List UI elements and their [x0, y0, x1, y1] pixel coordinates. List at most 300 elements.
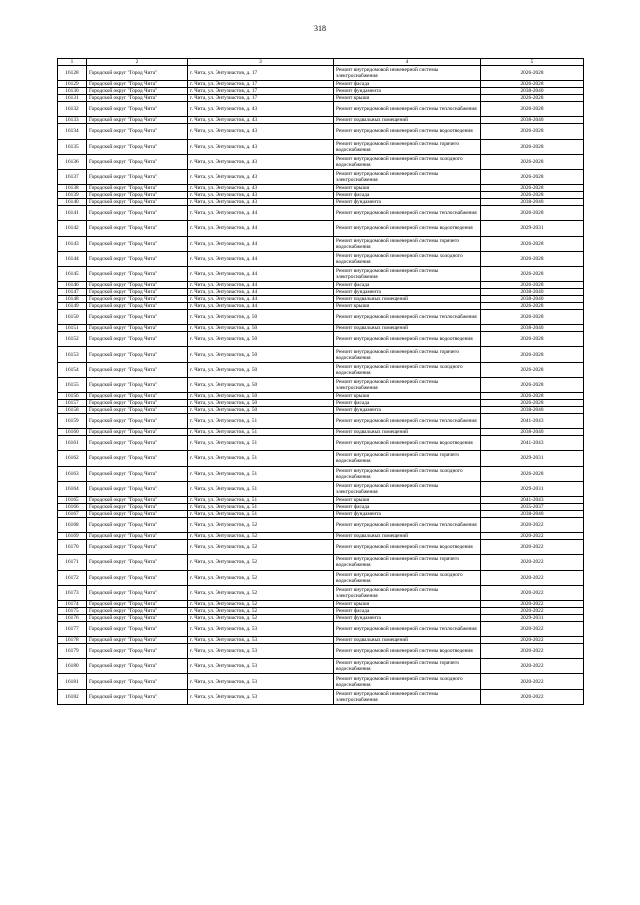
address-cell: г. Чита, ул. Энтузиастов, д. 52 — [188, 533, 334, 540]
row-id: 16180 — [58, 659, 87, 674]
work-type-cell: Ремонт внутридомовой инженерной системы горячего водоснабжения — [334, 347, 481, 362]
address-cell: г. Чита, ул. Энтузиастов, д. 53 — [188, 637, 334, 644]
table-row — [58, 585, 584, 600]
table-row — [58, 124, 584, 139]
period-cell: 2026-2028 — [481, 303, 584, 310]
row-id: 16162 — [58, 451, 87, 466]
address-cell: г. Чита, ул. Энтузиастов, д. 43 — [188, 102, 334, 117]
municipality-cell: Городской округ "Город Чита" — [87, 192, 188, 199]
period-cell: 2026-2028 — [481, 466, 584, 481]
address-cell: г. Чита, ул. Энтузиастов, д. 50 — [188, 400, 334, 407]
address-cell: г. Чита, ул. Энтузиастов, д. 50 — [188, 407, 334, 414]
municipality-cell: Городской округ "Город Чита" — [87, 407, 188, 414]
period-cell: 2020-2022 — [481, 637, 584, 644]
period-cell: 2038-2040 — [481, 289, 584, 296]
period-cell: 2020-2022 — [481, 659, 584, 674]
registry-table-body — [58, 59, 584, 705]
period-cell: 2029-2031 — [481, 451, 584, 466]
municipality-cell: Городской округ "Город Чита" — [87, 139, 188, 154]
municipality-cell: Городской округ "Город Чита" — [87, 621, 188, 636]
address-cell: г. Чита, ул. Энтузиастов, д. 44 — [188, 266, 334, 281]
period-cell: 2038-2040 — [481, 325, 584, 332]
municipality-cell: Городской округ "Город Чита" — [87, 266, 188, 281]
period-cell: 2038-2040 — [481, 117, 584, 124]
period-cell: 2035-2037 — [481, 503, 584, 510]
period-cell: 2026-2028 — [481, 185, 584, 192]
work-type-cell: Ремонт внутридомовой инженерной системы горячего водоснабжения — [334, 659, 481, 674]
work-type-cell: Ремонт внутридомовой инженерной системы холодного водоснабжения — [334, 154, 481, 169]
period-cell: 2026-2028 — [481, 124, 584, 139]
work-type-cell: Ремонт внутридомовой инженерной системы водоотведения — [334, 332, 481, 347]
municipality-cell: Городской округ "Город Чита" — [87, 637, 188, 644]
table-row — [58, 347, 584, 362]
work-type-cell: Ремонт внутридомовой инженерной системы электроснабжения — [334, 585, 481, 600]
period-cell: 2026-2028 — [481, 169, 584, 184]
municipality-cell: Городской округ "Город Чита" — [87, 347, 188, 362]
work-type-cell: Ремонт фасада — [334, 400, 481, 407]
municipality-cell: Городской округ "Город Чита" — [87, 689, 188, 704]
work-type-cell: Ремонт крыши — [334, 600, 481, 607]
column-number: 4 — [334, 59, 481, 66]
work-type-cell: Ремонт внутридомовой инженерной системы горячего водоснабжения — [334, 236, 481, 251]
address-cell: г. Чита, ул. Энтузиастов, д. 44 — [188, 282, 334, 289]
period-cell: 2026-2028 — [481, 95, 584, 102]
work-type-cell: Ремонт фасада — [334, 81, 481, 88]
address-cell: г. Чита, ул. Энтузиастов, д. 53 — [188, 689, 334, 704]
municipality-cell: Городской округ "Город Чита" — [87, 221, 188, 236]
table-row — [58, 644, 584, 659]
row-id: 16181 — [58, 674, 87, 689]
address-cell: г. Чита, ул. Энтузиастов, д. 51 — [188, 510, 334, 517]
work-type-cell: Ремонт внутридомовой инженерной системы водоотведения — [334, 124, 481, 139]
table-row — [58, 637, 584, 644]
municipality-cell: Городской округ "Город Чита" — [87, 466, 188, 481]
work-type-cell: Ремонт подвальных помещений — [334, 533, 481, 540]
row-id: 16131 — [58, 95, 87, 102]
table-row — [58, 621, 584, 636]
row-id: 16155 — [58, 377, 87, 392]
period-cell: 2038-2040 — [481, 510, 584, 517]
period-cell: 2020-2022 — [481, 621, 584, 636]
address-cell: г. Чита, ул. Энтузиастов, д. 50 — [188, 332, 334, 347]
table-row — [58, 102, 584, 117]
address-cell: г. Чита, ул. Энтузиастов, д. 44 — [188, 221, 334, 236]
row-id: 16141 — [58, 206, 87, 221]
address-cell: г. Чита, ул. Энтузиастов, д. 17 — [188, 88, 334, 95]
municipality-cell: Городской округ "Город Чита" — [87, 185, 188, 192]
period-cell: 2026-2028 — [481, 102, 584, 117]
municipality-cell: Городской округ "Город Чита" — [87, 377, 188, 392]
column-number: 2 — [87, 59, 188, 66]
municipality-cell: Городской округ "Город Чита" — [87, 659, 188, 674]
municipality-cell: Городской округ "Город Чита" — [87, 496, 188, 503]
table-row — [58, 377, 584, 392]
municipality-cell: Городской округ "Город Чита" — [87, 95, 188, 102]
address-cell: г. Чита, ул. Энтузиастов, д. 50 — [188, 377, 334, 392]
period-cell: 2026-2028 — [481, 154, 584, 169]
work-type-cell: Ремонт внутридомовой инженерной системы электроснабжения — [334, 66, 481, 81]
work-type-cell: Ремонт фундамента — [334, 289, 481, 296]
row-id: 16177 — [58, 621, 87, 636]
table-row — [58, 607, 584, 614]
table-row — [58, 81, 584, 88]
row-id: 16149 — [58, 303, 87, 310]
row-id: 16166 — [58, 503, 87, 510]
address-cell: г. Чита, ул. Энтузиастов, д. 17 — [188, 95, 334, 102]
municipality-cell: Городской округ "Город Чита" — [87, 102, 188, 117]
row-id: 16134 — [58, 124, 87, 139]
period-cell: 2026-2028 — [481, 236, 584, 251]
row-id: 16179 — [58, 644, 87, 659]
address-cell: г. Чита, ул. Энтузиастов, д. 52 — [188, 585, 334, 600]
row-id: 16143 — [58, 236, 87, 251]
table-row — [58, 206, 584, 221]
address-cell: г. Чита, ул. Энтузиастов, д. 51 — [188, 451, 334, 466]
row-id: 16144 — [58, 251, 87, 266]
table-row — [58, 496, 584, 503]
period-cell: 2020-2022 — [481, 607, 584, 614]
address-cell: г. Чита, ул. Энтузиастов, д. 51 — [188, 414, 334, 429]
work-type-cell: Ремонт подвальных помещений — [334, 429, 481, 436]
row-id: 16139 — [58, 192, 87, 199]
table-row — [58, 393, 584, 400]
row-id: 16138 — [58, 185, 87, 192]
row-id: 16151 — [58, 325, 87, 332]
row-id: 16175 — [58, 607, 87, 614]
row-id: 16164 — [58, 481, 87, 496]
work-type-cell: Ремонт внутридомовой инженерной системы электроснабжения — [334, 481, 481, 496]
table-row — [58, 296, 584, 303]
row-id: 16148 — [58, 296, 87, 303]
work-type-cell: Ремонт внутридомовой инженерной системы теплоснабжения — [334, 310, 481, 325]
table-row — [58, 221, 584, 236]
address-cell: г. Чита, ул. Энтузиастов, д. 43 — [188, 169, 334, 184]
work-type-cell: Ремонт внутридомовой инженерной системы горячего водоснабжения — [334, 139, 481, 154]
table-row — [58, 266, 584, 281]
row-id: 16174 — [58, 600, 87, 607]
table-row — [58, 407, 584, 414]
row-id: 16173 — [58, 585, 87, 600]
table-row — [58, 481, 584, 496]
municipality-cell: Городской округ "Город Чита" — [87, 451, 188, 466]
period-cell: 2026-2028 — [481, 66, 584, 81]
municipality-cell: Городской округ "Город Чита" — [87, 481, 188, 496]
municipality-cell: Городской округ "Город Чита" — [87, 124, 188, 139]
period-cell: 2020-2022 — [481, 600, 584, 607]
period-cell: 2026-2028 — [481, 81, 584, 88]
period-cell: 2020-2022 — [481, 644, 584, 659]
address-cell: г. Чита, ул. Энтузиастов, д. 17 — [188, 81, 334, 88]
municipality-cell: Городской округ "Город Чита" — [87, 154, 188, 169]
work-type-cell: Ремонт внутридомовой инженерной системы теплоснабжения — [334, 102, 481, 117]
row-id: 16152 — [58, 332, 87, 347]
registry-table — [57, 58, 584, 705]
period-cell: 2026-2028 — [481, 282, 584, 289]
work-type-cell: Ремонт фасада — [334, 192, 481, 199]
table-row — [58, 436, 584, 451]
address-cell: г. Чита, ул. Энтузиастов, д. 51 — [188, 429, 334, 436]
municipality-cell: Городской округ "Город Чита" — [87, 282, 188, 289]
period-cell: 2029-2031 — [481, 221, 584, 236]
municipality-cell: Городской округ "Город Чита" — [87, 236, 188, 251]
table-row — [58, 614, 584, 621]
municipality-cell: Городской округ "Город Чита" — [87, 414, 188, 429]
table-row — [58, 362, 584, 377]
row-id: 16135 — [58, 139, 87, 154]
row-id: 16140 — [58, 199, 87, 206]
table-row — [58, 199, 584, 206]
municipality-cell: Городской округ "Город Чита" — [87, 517, 188, 532]
table-row — [58, 236, 584, 251]
municipality-cell: Городской округ "Город Чита" — [87, 600, 188, 607]
address-cell: г. Чита, ул. Энтузиастов, д. 50 — [188, 310, 334, 325]
work-type-cell: Ремонт крыши — [334, 95, 481, 102]
work-type-cell: Ремонт внутридомовой инженерной системы электроснабжения — [334, 689, 481, 704]
table-row — [58, 117, 584, 124]
table-row — [58, 510, 584, 517]
column-number: 1 — [58, 59, 87, 66]
work-type-cell: Ремонт фундамента — [334, 88, 481, 95]
period-cell: 2020-2022 — [481, 555, 584, 570]
address-cell: г. Чита, ул. Энтузиастов, д. 43 — [188, 199, 334, 206]
table-row — [58, 400, 584, 407]
row-id: 16132 — [58, 102, 87, 117]
work-type-cell: Ремонт подвальных помещений — [334, 296, 481, 303]
work-type-cell: Ремонт подвальных помещений — [334, 325, 481, 332]
row-id: 16163 — [58, 466, 87, 481]
row-id: 16129 — [58, 81, 87, 88]
table-row — [58, 139, 584, 154]
address-cell: г. Чита, ул. Энтузиастов, д. 50 — [188, 393, 334, 400]
row-id: 16136 — [58, 154, 87, 169]
address-cell: г. Чита, ул. Энтузиастов, д. 53 — [188, 659, 334, 674]
row-id: 16130 — [58, 88, 87, 95]
table-row — [58, 555, 584, 570]
address-cell: г. Чита, ул. Энтузиастов, д. 53 — [188, 644, 334, 659]
table-row — [58, 429, 584, 436]
address-cell: г. Чита, ул. Энтузиастов, д. 52 — [188, 540, 334, 555]
address-cell: г. Чита, ул. Энтузиастов, д. 44 — [188, 296, 334, 303]
row-id: 16169 — [58, 533, 87, 540]
row-id: 16156 — [58, 393, 87, 400]
period-cell: 2026-2028 — [481, 206, 584, 221]
address-cell: г. Чита, ул. Энтузиастов, д. 43 — [188, 192, 334, 199]
address-cell: г. Чита, ул. Энтузиастов, д. 43 — [188, 154, 334, 169]
municipality-cell: Городской округ "Город Чита" — [87, 674, 188, 689]
row-id: 16172 — [58, 570, 87, 585]
row-id: 16142 — [58, 221, 87, 236]
municipality-cell: Городской округ "Город Чита" — [87, 81, 188, 88]
address-cell: г. Чита, ул. Энтузиастов, д. 52 — [188, 607, 334, 614]
period-cell: 2029-2031 — [481, 481, 584, 496]
table-row — [58, 325, 584, 332]
period-cell: 2038-2040 — [481, 199, 584, 206]
address-cell: г. Чита, ул. Энтузиастов, д. 52 — [188, 600, 334, 607]
address-cell: г. Чита, ул. Энтузиастов, д. 17 — [188, 66, 334, 81]
table-row — [58, 66, 584, 81]
period-cell: 2038-2040 — [481, 296, 584, 303]
address-cell: г. Чита, ул. Энтузиастов, д. 44 — [188, 236, 334, 251]
period-cell: 2026-2028 — [481, 400, 584, 407]
address-cell: г. Чита, ул. Энтузиастов, д. 50 — [188, 325, 334, 332]
table-row — [58, 540, 584, 555]
period-cell: 2026-2028 — [481, 362, 584, 377]
municipality-cell: Городской округ "Город Чита" — [87, 570, 188, 585]
period-cell: 2038-2040 — [481, 429, 584, 436]
address-cell: г. Чита, ул. Энтузиастов, д. 53 — [188, 621, 334, 636]
address-cell: г. Чита, ул. Энтузиастов, д. 51 — [188, 436, 334, 451]
municipality-cell: Городской округ "Город Чита" — [87, 429, 188, 436]
address-cell: г. Чита, ул. Энтузиастов, д. 44 — [188, 289, 334, 296]
work-type-cell: Ремонт внутридомовой инженерной системы электроснабжения — [334, 377, 481, 392]
period-cell: 2038-2040 — [481, 407, 584, 414]
address-cell: г. Чита, ул. Энтузиастов, д. 43 — [188, 117, 334, 124]
row-id: 16178 — [58, 637, 87, 644]
address-cell: г. Чита, ул. Энтузиастов, д. 43 — [188, 139, 334, 154]
address-cell: г. Чита, ул. Энтузиастов, д. 43 — [188, 185, 334, 192]
period-cell: 2026-2028 — [481, 139, 584, 154]
municipality-cell: Городской округ "Город Чита" — [87, 540, 188, 555]
municipality-cell: Городской округ "Город Чита" — [87, 644, 188, 659]
work-type-cell: Ремонт внутридомовой инженерной системы горячего водоснабжения — [334, 451, 481, 466]
work-type-cell: Ремонт внутридомовой инженерной системы холодного водоснабжения — [334, 251, 481, 266]
work-type-cell: Ремонт крыши — [334, 185, 481, 192]
work-type-cell: Ремонт внутридомовой инженерной системы холодного водоснабжения — [334, 466, 481, 481]
work-type-cell: Ремонт внутридомовой инженерной системы электроснабжения — [334, 266, 481, 281]
row-id: 16176 — [58, 614, 87, 621]
table-row — [58, 503, 584, 510]
address-cell: г. Чита, ул. Энтузиастов, д. 50 — [188, 362, 334, 377]
row-id: 16171 — [58, 555, 87, 570]
row-id: 16182 — [58, 689, 87, 704]
row-id: 16133 — [58, 117, 87, 124]
municipality-cell: Городской округ "Город Чита" — [87, 289, 188, 296]
table-row — [58, 659, 584, 674]
address-cell: г. Чита, ул. Энтузиастов, д. 52 — [188, 614, 334, 621]
period-cell: 2020-2022 — [481, 585, 584, 600]
row-id: 16145 — [58, 266, 87, 281]
address-cell: г. Чита, ул. Энтузиастов, д. 44 — [188, 251, 334, 266]
work-type-cell: Ремонт фундамента — [334, 199, 481, 206]
municipality-cell: Городской округ "Город Чита" — [87, 296, 188, 303]
work-type-cell: Ремонт крыши — [334, 303, 481, 310]
municipality-cell: Городской округ "Город Чита" — [87, 303, 188, 310]
row-id: 16168 — [58, 517, 87, 532]
row-id: 16153 — [58, 347, 87, 362]
address-cell: г. Чита, ул. Энтузиастов, д. 52 — [188, 517, 334, 532]
table-row — [58, 282, 584, 289]
row-id: 16150 — [58, 310, 87, 325]
address-cell: г. Чита, ул. Энтузиастов, д. 50 — [188, 347, 334, 362]
period-cell: 2026-2028 — [481, 251, 584, 266]
row-id: 16165 — [58, 496, 87, 503]
municipality-cell: Городской округ "Город Чита" — [87, 362, 188, 377]
municipality-cell: Городской округ "Город Чита" — [87, 206, 188, 221]
column-number-row — [58, 59, 584, 66]
table-row — [58, 88, 584, 95]
period-cell: 2026-2028 — [481, 266, 584, 281]
row-id: 16159 — [58, 414, 87, 429]
work-type-cell: Ремонт внутридомовой инженерной системы теплоснабжения — [334, 414, 481, 429]
table-row — [58, 303, 584, 310]
period-cell: 2041-2043 — [481, 496, 584, 503]
period-cell: 2026-2028 — [481, 347, 584, 362]
work-type-cell: Ремонт фасада — [334, 607, 481, 614]
row-id: 16146 — [58, 282, 87, 289]
row-id: 16128 — [58, 66, 87, 81]
table-row — [58, 251, 584, 266]
page-number: 318 — [314, 24, 326, 33]
period-cell: 2041-2043 — [481, 436, 584, 451]
work-type-cell: Ремонт фундамента — [334, 510, 481, 517]
work-type-cell: Ремонт фундамента — [334, 407, 481, 414]
work-type-cell: Ремонт внутридомовой инженерной системы теплоснабжения — [334, 206, 481, 221]
period-cell: 2020-2022 — [481, 570, 584, 585]
address-cell: г. Чита, ул. Энтузиастов, д. 44 — [188, 303, 334, 310]
municipality-cell: Городской округ "Город Чита" — [87, 88, 188, 95]
municipality-cell: Городской округ "Город Чита" — [87, 325, 188, 332]
period-cell: 2026-2028 — [481, 377, 584, 392]
table-row — [58, 414, 584, 429]
table-row — [58, 289, 584, 296]
work-type-cell: Ремонт внутридомовой инженерной системы холодного водоснабжения — [334, 674, 481, 689]
row-id: 16158 — [58, 407, 87, 414]
table-row — [58, 332, 584, 347]
address-cell: г. Чита, ул. Энтузиастов, д. 51 — [188, 496, 334, 503]
address-cell: г. Чита, ул. Энтузиастов, д. 51 — [188, 503, 334, 510]
work-type-cell: Ремонт фасада — [334, 503, 481, 510]
row-id: 16161 — [58, 436, 87, 451]
municipality-cell: Городской округ "Город Чита" — [87, 332, 188, 347]
row-id: 16170 — [58, 540, 87, 555]
work-type-cell: Ремонт подвальных помещений — [334, 637, 481, 644]
municipality-cell: Городской округ "Город Чита" — [87, 117, 188, 124]
municipality-cell: Городской округ "Город Чита" — [87, 251, 188, 266]
row-id: 16157 — [58, 400, 87, 407]
address-cell: г. Чита, ул. Энтузиастов, д. 52 — [188, 570, 334, 585]
address-cell: г. Чита, ул. Энтузиастов, д. 51 — [188, 466, 334, 481]
period-cell: 2020-2022 — [481, 674, 584, 689]
period-cell: 2026-2028 — [481, 192, 584, 199]
municipality-cell: Городской округ "Город Чита" — [87, 310, 188, 325]
column-number: 3 — [188, 59, 334, 66]
table-row — [58, 466, 584, 481]
row-id: 16154 — [58, 362, 87, 377]
municipality-cell: Городской округ "Город Чита" — [87, 607, 188, 614]
address-cell: г. Чита, ул. Энтузиастов, д. 52 — [188, 555, 334, 570]
work-type-cell: Ремонт внутридомовой инженерной системы водоотведения — [334, 221, 481, 236]
table-row — [58, 689, 584, 704]
municipality-cell: Городской округ "Город Чита" — [87, 436, 188, 451]
table-row — [58, 451, 584, 466]
period-cell: 2020-2022 — [481, 689, 584, 704]
work-type-cell: Ремонт внутридомовой инженерной системы водоотведения — [334, 436, 481, 451]
table-row — [58, 517, 584, 532]
work-type-cell: Ремонт внутридомовой инженерной системы водоотведения — [334, 644, 481, 659]
work-type-cell: Ремонт фасада — [334, 282, 481, 289]
table-row — [58, 674, 584, 689]
work-type-cell: Ремонт внутридомовой инженерной системы водоотведения — [334, 540, 481, 555]
period-cell: 2020-2022 — [481, 540, 584, 555]
period-cell: 2026-2028 — [481, 310, 584, 325]
municipality-cell: Городской округ "Город Чита" — [87, 400, 188, 407]
table-row — [58, 95, 584, 102]
municipality-cell: Городской округ "Город Чита" — [87, 393, 188, 400]
period-cell: 2041-2043 — [481, 414, 584, 429]
row-id: 16137 — [58, 169, 87, 184]
period-cell: 2020-2022 — [481, 517, 584, 532]
address-cell: г. Чита, ул. Энтузиастов, д. 51 — [188, 481, 334, 496]
